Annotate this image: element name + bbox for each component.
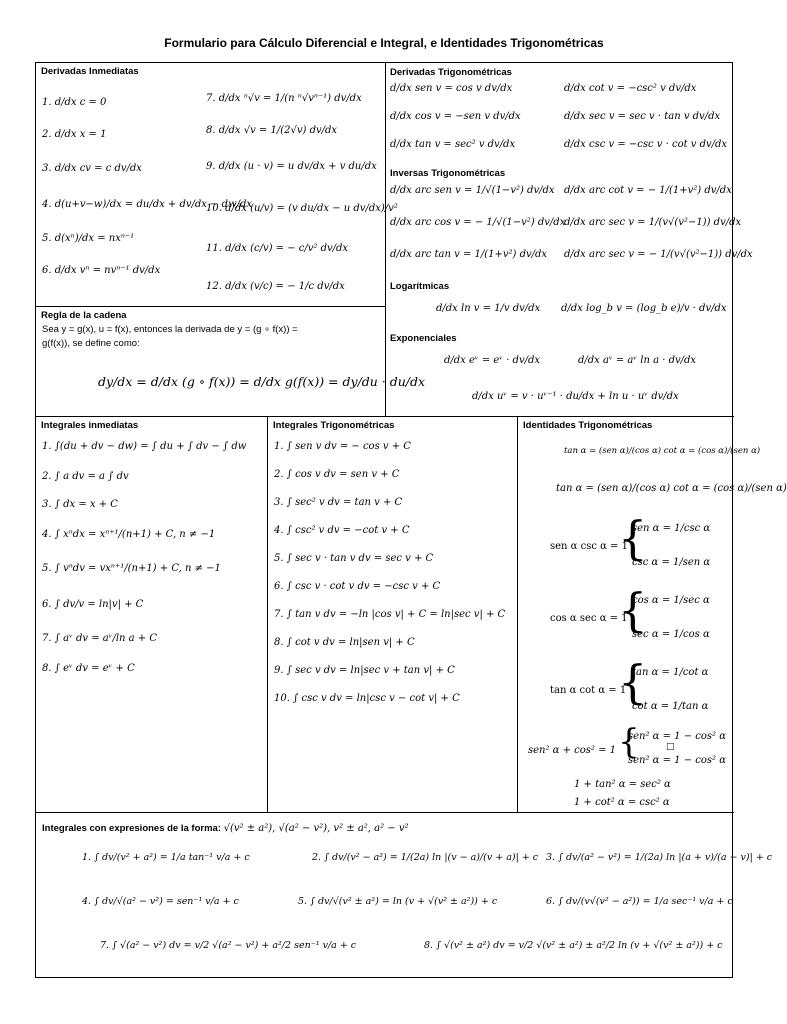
formula-item: 3. ∫ dv/(a² − v²) = 1/(2a) ln |(a + v)/(a − v)| + c [546,852,773,863]
formula-item: d/dx arc sec v = 1/(v√(v²−1)) dv/dx [564,217,742,228]
formula-item: 10. d/dx (u/v) = (v du/dx − u dv/dx)/v² [206,203,398,214]
section-heading-text: Integrales con expresiones de la forma: [42,823,221,834]
formula-item: 6. ∫ csc v · cot v dv = −csc v + C [274,581,441,592]
formula-item: 9. d/dx (u · v) = u dv/dx + v du/dx [206,161,377,172]
formula-item: d/dx log_b v = (log_b e)/v · dv/dx [561,303,727,314]
formula-item: 5. ∫ sec v · tan v dv = sec v + C [274,553,434,564]
formula-item: 11. d/dx (c/v) = − c/v² dv/dx [206,243,349,254]
section-derivadas-inmediatas [36,63,398,307]
formula-item: 6. d/dx vⁿ = nvⁿ⁻¹ dv/dx [42,265,161,276]
formula-item: d/dx tan v = sec² v dv/dx [390,139,516,150]
formula-item: 1. ∫ sen v dv = − cos v + C [274,441,411,452]
brace: { [618,511,648,565]
formula-item: d/dx arc sec v = − 1/(v√(v²−1)) dv/dx [564,249,753,260]
formula-item: 5. ∫ vⁿdv = vxⁿ⁺¹/(n+1) + C, n ≠ −1 [42,563,221,574]
formula-item: 7. d/dx ⁿ√v = 1/(n ⁿ√vⁿ⁻¹) dv/dx [206,93,362,104]
formula-item: 1. d/dx c = 0 [42,97,107,108]
formula-item: d/dx cos v = −sen v dv/dx [390,111,521,122]
formula-item: 10. ∫ csc v dv = ln|csc v − cot v| + C [274,693,460,704]
formula-item: 1. ∫(du + dv − dw) = ∫ du + ∫ dv − ∫ dw [42,441,247,452]
section-heading-forms: √(v² ± a²), √(a² − v²), v² ± a², a² − v² [223,823,409,834]
formula-item: d/dx arc tan v = 1/(1+v²) dv/dx [390,249,548,260]
formula-item: 4. ∫ csc² v dv = −cot v + C [274,525,410,536]
identity-lhs: sen α csc α = 1 [550,541,628,552]
formula-item: 7. ∫ aᵛ dv = aᵛ/ln a + C [42,633,157,644]
section-heading: Regla de la cadena [41,310,127,321]
chain-rule-line: Sea y = g(x), u = f(x), entonces la derivada de y = (g ∘ f(x)) = [42,324,298,335]
identity-branch: cot α = 1/tan α [632,701,709,712]
formula-item: 8. ∫ cot v dv = ln|sen v| + C [274,637,415,648]
formula-item: d/dx aᵛ = aᵛ ln a · dv/dx [578,355,697,366]
formula-item: d/dx arc sen v = 1/√(1−v²) dv/dx [390,185,555,196]
section-heading: Derivadas Trigonométricas [390,67,512,78]
formula-item: 2. ∫ a dv = a ∫ dv [42,471,129,482]
section-heading: Exponenciales [390,333,457,344]
section-integrales-expresiones [36,813,773,979]
formula-item: 8. ∫ eᵛ dv = eᵛ + C [42,663,135,674]
formula-item: d/dx cot v = −csc² v dv/dx [564,83,697,94]
formula-item: d/dx ln v = 1/v dv/dx [436,303,541,314]
formula-item: 4. ∫ xⁿdx = xⁿ⁺¹/(n+1) + C, n ≠ −1 [42,529,216,540]
page-title: Formulario para Cálculo Diferencial e Integral, e Identidades Trigonométricas [164,36,604,50]
formula-item: 7. ∫ √(a² − v²) dv = v/2 √(a² − v²) + a²/2 sen⁻¹ v/a + c [100,940,357,951]
identity-branch: tan α = 1/cot α [632,667,709,678]
section-heading: Inversas Trigonométricas [390,168,506,179]
chain-rule-formula: dy/dx = d/dx (g ∘ f(x)) = d/dx g(f(x)) = dy/du · du/dx [98,374,426,389]
identity: 1 + tan² α = sec² α [574,779,671,790]
formula-item: 7. ∫ tan v dv = −ln |cos v| + C = ln|sec v| + C [274,609,506,620]
formula-item: d/dx csc v = −csc v · cot v dv/dx [564,139,728,150]
formula-item: 5. d(xⁿ)/dx = nxⁿ⁻¹ [42,233,135,244]
identity-lhs: sen² α + cos² = 1 [528,745,617,756]
formula-sheet [35,62,787,978]
identity: tan α = (sen α)/(cos α) cot α = (cos α)/(sen α) [564,446,761,456]
section-derivadas-trig [386,63,753,417]
section-identidades [518,417,787,813]
identity-branch: sec α = 1/cos α [632,629,710,640]
identity: 1 + cot² α = csc² α [574,797,670,808]
identity: tan α = (sen α)/(cos α) cot α = (cos α)/(sen α) [556,483,787,494]
formula-item: 2. ∫ dv/(v² − a²) = 1/(2a) ln |(v − a)/(v + a)| + c [312,852,539,863]
brace: { [618,722,640,762]
identity-branch: □ [666,742,675,752]
formula-item: 2. ∫ cos v dv = sen v + C [274,469,400,480]
formula-item: 4. ∫ dv/√(a² − v²) = sen⁻¹ v/a + c [82,896,239,907]
formula-item: d/dx arc cot v = − 1/(1+v²) dv/dx [564,185,732,196]
section-heading: Identidades Trigonométricas [523,420,653,431]
formula-item: 4. d(u+v−w)/dx = du/dx + dv/dx − dw/dx [42,199,253,210]
brace: { [618,583,648,637]
formula-item: 3. ∫ sec² v dv = tan v + C [274,497,403,508]
formula-item: 3. ∫ dx = x + C [42,499,118,510]
identity-branch: cos α = 1/sec α [632,595,710,606]
section-heading: Logarítmicas [390,281,450,292]
formula-item: d/dx sec v = sec v · tan v dv/dx [564,111,721,122]
section-heading [42,823,409,834]
identity-lhs: cos α sec α = 1 [550,613,628,624]
chain-rule-text [42,323,372,351]
formula-item: d/dx sen v = cos v dv/dx [390,83,513,94]
formula-item: 8. d/dx √v = 1/(2√v) dv/dx [206,125,338,136]
section-integrales-inmediatas [36,417,268,813]
identity-lhs: tan α cot α = 1 [550,685,627,696]
formula-item: 5. ∫ dv/√(v² ± a²) = ln (v + √(v² ± a²)) + c [298,896,498,907]
formula-item: 3. d/dx cv = c dv/dx [42,163,142,174]
section-heading: Integrales Trigonométricas [273,420,395,431]
formula-item: 6. ∫ dv/(v√(v² − a²)) = 1/a sec⁻¹ v/a + c [546,896,733,907]
chain-rule-line: g(f(x)), se define como: [42,337,140,349]
section-heading: Integrales inmediatas [41,420,139,431]
formula-item: d/dx uᵛ = v · uᵛ⁻¹ · du/dx + ln u · uᵛ dv/dx [472,391,679,402]
formula-item: 6. ∫ dv/v = ln|v| + C [42,599,144,610]
identity-branch: csc α = 1/sen α [632,557,711,568]
formula-item: d/dx eᵛ = eᵛ · dv/dx [444,355,541,366]
identity-branch: sen² α = 1 − cos² α [628,731,726,742]
formula-item: d/dx arc cos v = − 1/√(1−v²) dv/dx [390,217,566,228]
identity-branch: sen α = 1/csc α [632,523,711,534]
formula-item: 8. ∫ √(v² ± a²) dv = v/2 √(v² ± a²) ± a²/2 ln (v + √(v² ± a²)) + c [424,940,723,951]
formula-item: 9. ∫ sec v dv = ln|sec v + tan v| + C [274,665,455,676]
brace: { [618,655,648,709]
section-heading: Derivadas Inmediatas [41,66,139,77]
formula-item: 2. d/dx x = 1 [42,129,107,140]
identity-branch: sen² α = 1 − cos² α [628,755,726,766]
formula-item: 1. ∫ dv/(v² + a²) = 1/a tan⁻¹ v/a + c [82,852,250,863]
section-integrales-trig [268,417,518,813]
formula-item: 12. d/dx (v/c) = − 1/c dv/dx [206,281,345,292]
